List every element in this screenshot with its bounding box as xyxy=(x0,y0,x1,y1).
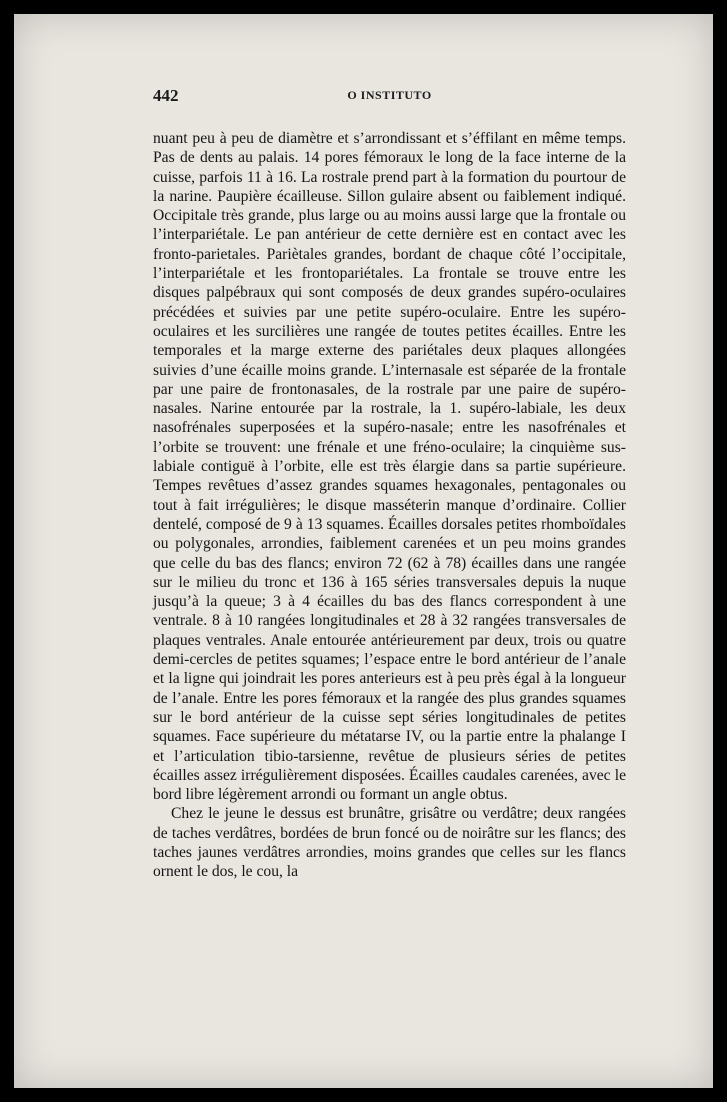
running-title: O INSTITUTO xyxy=(347,88,432,102)
paragraph: Chez le jeune le dessus est brunâtre, grisâtre ou verdâtre; deux rangées de taches verdâtres, bordées de brun foncé ou de noirâtre sur les flancs; des taches jaunes verdâtres arrondies, moins grandes que celles sur les flancs ornent le dos, le cou, la xyxy=(153,805,626,881)
page-number: 442 xyxy=(153,86,179,105)
body-text xyxy=(153,129,626,882)
page-header xyxy=(153,86,626,108)
paragraph: nuant peu à peu de diamètre et s’arrondissant et s’éffilant en même temps. Pas de dents au palais. 14 pores fémoraux le long de la face interne de la cuisse, parfois 11 à 16. La rostrale prend part à la formation du pourtour de la narine. Paupière écailleuse. Sillon gulaire absent ou faiblement indiqué. Occipitale très grande, plus large ou au moins aussi large que la frontale ou l’interpariétale. Le pan antérieur de cette dernière est en contact avec les fronto-parietales. Pariètales grandes, bordant de chaque côté l’occipitale, l’interpariétale et les frontopariétales. La frontale se trouve entre les disques palpébraux qui sont composés de deux grandes supéro-oculaires précédées et suivies par une petite supéro-oculaire. Entre les supéro-oculaires et les surcilières une rangée de toutes petites écailles. Entre les temporales et la marge externe des pariétales deux plaques allongées suivies d’une écaille moins grande. L’internasale est séparée de la frontale par une paire de frontonasales, de la rostrale par une paire de supéro-nasales. Narine entourée par la rostrale, la 1. supéro-labiale, les deux nasofrénales superposées et la supéro-nasale; entre les nasofrénales et l’orbite se trouvent: une frénale et une fréno-oculaire; la cinquième sus-labiale contiguë à l’orbite, elle est très élargie dans sa partie supérieure. Tempes revêtues d’assez grandes squames hexagonales, pentagonales ou tout à fait irrégulières; le disque masséterin manque d’ordinaire. Collier dentelé, composé de 9 à 13 squames. Écailles dorsales petites rhomboïdales ou polygonales, arrondies, faiblement carenées et un peu moins grandes que celle du bas des flancs; environ 72 (62 à 78) écailles dans une rangée sur le milieu du tronc et 136 à 165 séries transversales depuis la nuque jusqu’à la queue; 3 à 4 écailles du bas des flancs correspondent à une ventrale. 8 à 10 rangées longitudinales et 28 à 32 rangées transversales de plaques ventrales. Anale entourée antérieurement par deux, trois ou quatre demi-cercles de petites squames; l’espace entre le bord antérieur de l’anale et la ligne qui joindrait les pores anterieurs est à peu près égal à la longueur de l’anale. Entre les pores fémoraux et la rangée des plus grandes squames sur le bord antérieur de la cuisse sept séries longitudinales de petites squames. Face supérieure du métatarse IV, ou la partie entre la phalange I et l’articulation tibio-tarsienne, revêtue de plusieurs séries de petites écailles assez irrégulièrement disposées. Écailles caudales carenées, avec le bord libre légèrement arrondi ou formant un angle obtus. xyxy=(153,130,626,804)
